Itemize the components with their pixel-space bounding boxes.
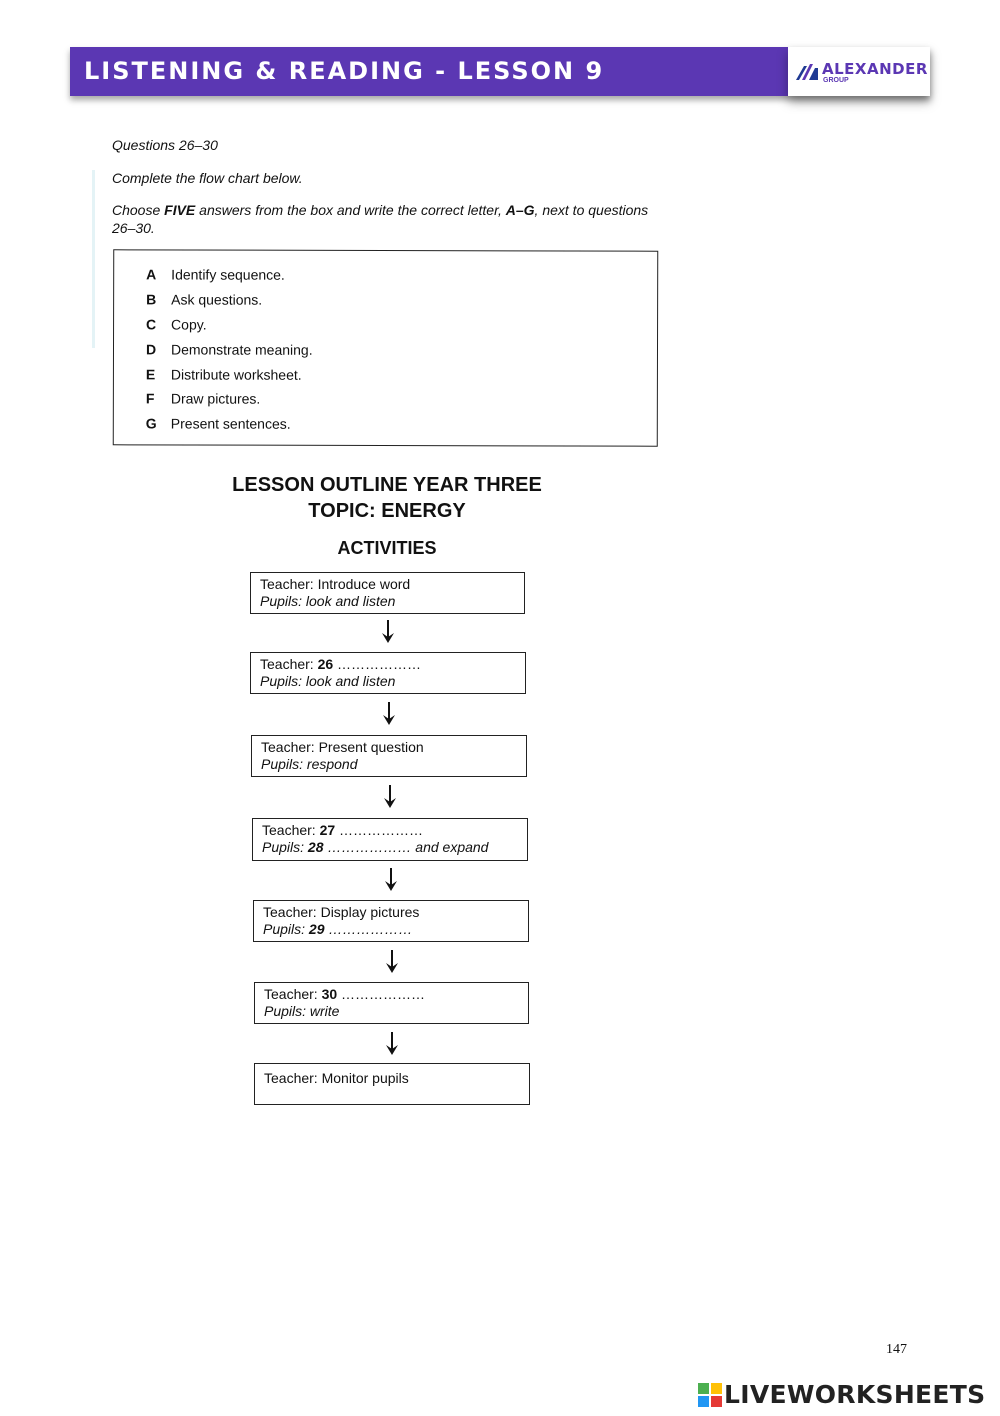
answer-blank-27[interactable]: ……………… bbox=[335, 822, 424, 838]
flow-step-6 bbox=[254, 982, 529, 1024]
logo-sub: GROUP bbox=[823, 77, 849, 84]
answer-blank-30[interactable]: ……………… bbox=[337, 986, 426, 1002]
teacher-line: Teacher: Present question bbox=[261, 739, 424, 755]
activities-heading: ACTIVITIES bbox=[337, 538, 437, 558]
question-number-28: 28 bbox=[307, 839, 324, 855]
liveworksheets-brand: LIVEWORKSHEETS bbox=[724, 1380, 986, 1409]
chart-title-line1: LESSON OUTLINE YEAR THREE bbox=[232, 474, 542, 496]
down-arrow-icon bbox=[385, 950, 399, 974]
page-number: 147 bbox=[886, 1342, 907, 1357]
flow-step-3 bbox=[251, 735, 527, 777]
alexander-logo-icon bbox=[796, 62, 820, 80]
flow-step-7 bbox=[254, 1063, 530, 1105]
instruction-1: Complete the flow chart below. bbox=[112, 170, 303, 186]
flow-step-5 bbox=[253, 900, 529, 942]
option-e: E Distribute worksheet. bbox=[145, 366, 302, 383]
pupils-line: Pupils: 28 ……………… and expand bbox=[262, 839, 489, 855]
pupils-line: Pupils: look and listen bbox=[260, 593, 396, 609]
down-arrow-icon bbox=[385, 1032, 399, 1056]
logo-name: ALEXANDER bbox=[822, 60, 928, 78]
teacher-line: Teacher: Monitor pupils bbox=[264, 1070, 409, 1086]
teacher-line: Teacher: 30 ……………… bbox=[264, 986, 426, 1002]
teacher-line: Teacher: 26 ……………… bbox=[260, 656, 422, 672]
teacher-line: Teacher: Display pictures bbox=[263, 904, 420, 920]
options-box bbox=[113, 249, 659, 446]
question-number-27: 27 bbox=[319, 822, 336, 838]
side-divider bbox=[92, 170, 95, 348]
option-b: B Ask questions. bbox=[146, 291, 263, 308]
question-number-30: 30 bbox=[321, 986, 338, 1002]
pupils-line: Pupils: respond bbox=[261, 756, 358, 772]
pupils-line: Pupils: write bbox=[264, 1003, 340, 1019]
pupils-line: Pupils: 29 ……………… bbox=[263, 921, 413, 937]
down-arrow-icon bbox=[381, 620, 395, 644]
liveworksheets-icon bbox=[698, 1383, 722, 1407]
flow-step-1 bbox=[250, 572, 525, 614]
chart-title-line2: TOPIC: ENERGY bbox=[308, 500, 466, 522]
answer-blank-28[interactable]: ……………… bbox=[323, 839, 416, 855]
flow-step-4 bbox=[252, 818, 528, 861]
instruction-2: Choose FIVE answers from the box and write the correct letter, A–G, next to questions 26–30. bbox=[112, 202, 649, 236]
down-arrow-icon bbox=[384, 868, 398, 892]
option-a: A Identify sequence. bbox=[146, 266, 285, 283]
page-title: LISTENING & READING - LESSON 9 bbox=[84, 57, 605, 85]
answer-blank-29[interactable]: ……………… bbox=[324, 921, 413, 937]
question-number-29: 29 bbox=[308, 921, 325, 937]
teacher-line: Teacher: 27 ……………… bbox=[262, 822, 424, 838]
option-d: D Demonstrate meaning. bbox=[145, 341, 313, 358]
alexander-logo bbox=[788, 47, 930, 96]
questions-range: Questions 26–30 bbox=[112, 137, 218, 153]
down-arrow-icon bbox=[382, 702, 396, 726]
question-number-26: 26 bbox=[317, 656, 334, 672]
answer-blank-26[interactable]: ……………… bbox=[333, 656, 422, 672]
down-arrow-icon bbox=[383, 785, 397, 809]
option-g: G Present sentences. bbox=[145, 415, 291, 432]
option-c: C Copy. bbox=[146, 316, 207, 333]
flow-step-2 bbox=[250, 652, 526, 694]
header-bar bbox=[70, 47, 930, 96]
pupils-line: Pupils: look and listen bbox=[260, 673, 396, 689]
option-f: F Draw pictures. bbox=[145, 390, 261, 407]
teacher-line: Teacher: Introduce word bbox=[260, 576, 411, 592]
